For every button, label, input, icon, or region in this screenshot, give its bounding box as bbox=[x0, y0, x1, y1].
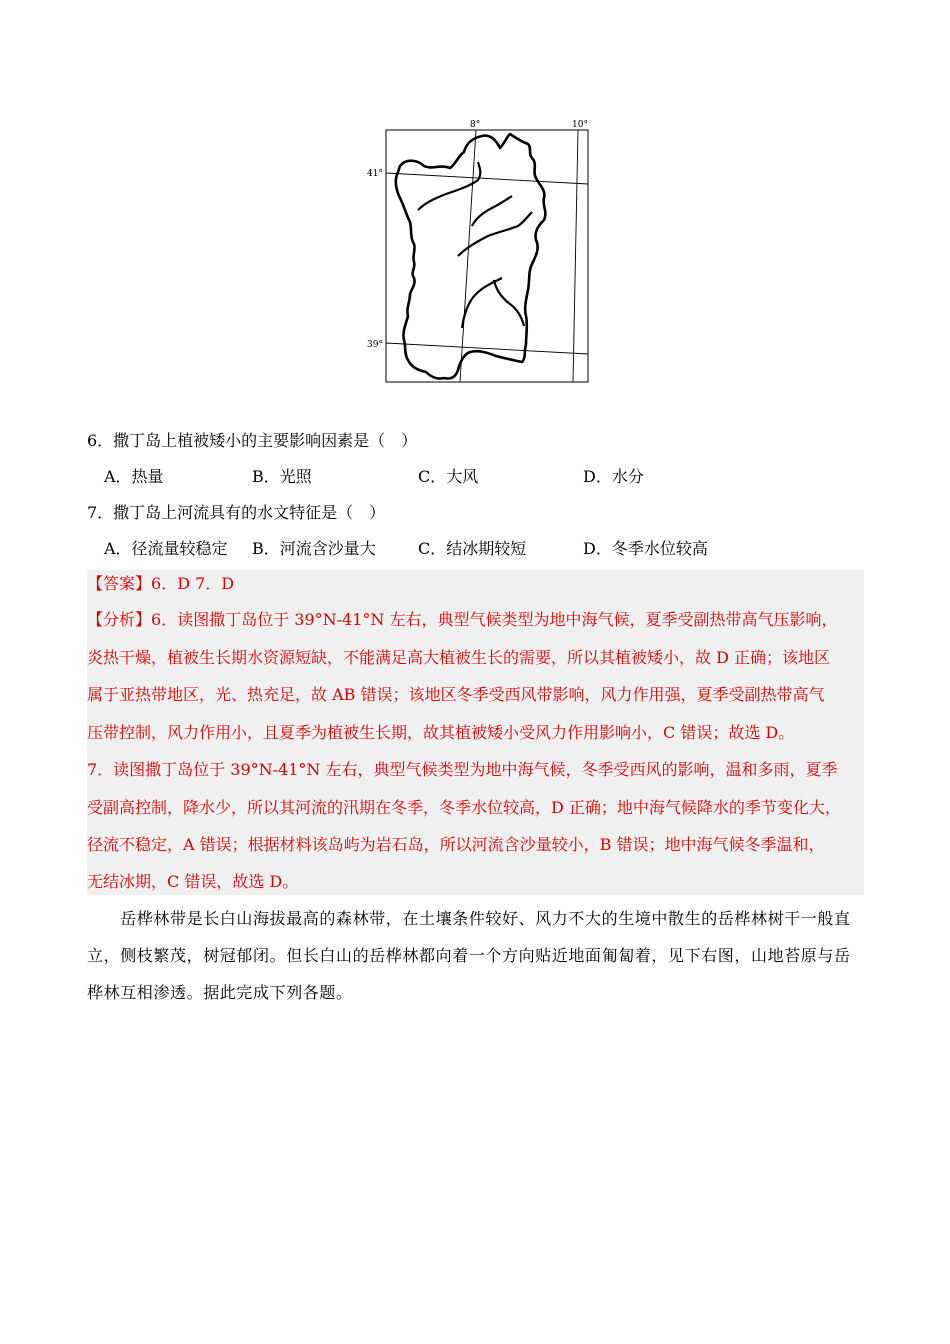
lat-label-39: 39° bbox=[367, 340, 383, 350]
question-7-stem: 7．撒丁岛上河流具有的水文特征是（ ） bbox=[87, 503, 386, 522]
lon-label-8: 8° bbox=[470, 120, 481, 130]
analysis-line bbox=[87, 610, 838, 630]
lat-label-41: 41° bbox=[367, 169, 383, 179]
q7-option-d: D．冬季水位较高 bbox=[583, 539, 708, 558]
meridian-8 bbox=[460, 130, 476, 382]
answer-analysis-box bbox=[87, 570, 864, 895]
analysis-text-line: 受副高控制，降水少，所以其河流的汛期在冬季，冬季水位较高，D 正确；地中海气候降水的季节变化大， bbox=[87, 798, 841, 817]
answer-line bbox=[87, 574, 234, 594]
q6-option-d: D．水分 bbox=[583, 467, 644, 486]
passage-line: 桦林互相渗透。据此完成下列各题。 bbox=[87, 983, 353, 1002]
analysis-text-line: 炎热干燥，植被生长期水资源短缺，不能满足高大植被生长的需要，所以其植被矮小，故 D 正确；该地区 bbox=[87, 648, 831, 667]
passage-line: 岳桦林带是长白山海拔最高的森林带，在土壤条件较好、风力不大的生境中散生的岳桦林树干一般直 bbox=[87, 909, 851, 928]
q7-option-b: B．河流含沙量大 bbox=[252, 539, 376, 558]
question-6-stem: 6．撒丁岛上植被矮小的主要影响因素是（ ） bbox=[87, 431, 418, 450]
analysis-text-line: 压带控制，风力作用小，且夏季为植被生长期，故其植被矮小受风力作用影响小，C 错误；故选 D。 bbox=[87, 723, 795, 742]
river-flumendosa bbox=[494, 280, 524, 326]
sardinia-map-svg bbox=[360, 118, 600, 388]
q6-option-c: C．大风 bbox=[418, 467, 479, 486]
q6-option-a: A．热量 bbox=[104, 467, 164, 486]
lon-label-10: 10° bbox=[572, 120, 588, 130]
answer-text: 6．D 7．D bbox=[151, 574, 235, 593]
island-outline bbox=[396, 134, 546, 379]
q7-option-c: C．结冰期较短 bbox=[418, 539, 527, 558]
analysis-text-line: 属于亚热带地区，光、热充足，故 AB 错误；该地区冬季受西风带影响，风力作用强，夏季受副热带高气 bbox=[87, 685, 825, 704]
sardinia-map bbox=[360, 118, 600, 388]
q7-option-a: A．径流量较稳定 bbox=[104, 539, 228, 558]
analysis-text-line: 7．读图撒丁岛位于 39°N-41°N 左右，典型气候类型为地中海气候，冬季受西风的影响，温和多雨，夏季 bbox=[87, 760, 838, 779]
parallel-41 bbox=[386, 173, 588, 184]
analysis-text-line: 无结冰期，C 错误，故选 D。 bbox=[87, 872, 299, 891]
analysis-text-line: 6．读图撒丁岛位于 39°N-41°N 左右，典型气候类型为地中海气候，夏季受副热带高气压影响， bbox=[151, 610, 838, 629]
answer-tag: 【答案】 bbox=[87, 574, 152, 593]
river-central bbox=[472, 196, 512, 226]
analysis-tag: 【分析】 bbox=[87, 610, 152, 629]
passage-line: 立，侧枝繁茂，树冠郁闭。但长白山的岳桦林都向着一个方向贴近地面匍匐着，见下右图，山地苔原与岳 bbox=[87, 946, 851, 965]
analysis-text-line: 径流不稳定，A 错误；根据材料该岛屿为岩石岛，所以河流含沙量较小，B 错误；地中海气候冬季温和， bbox=[87, 835, 825, 854]
q6-option-b: B．光照 bbox=[252, 467, 312, 486]
meridian-10 bbox=[573, 130, 578, 382]
